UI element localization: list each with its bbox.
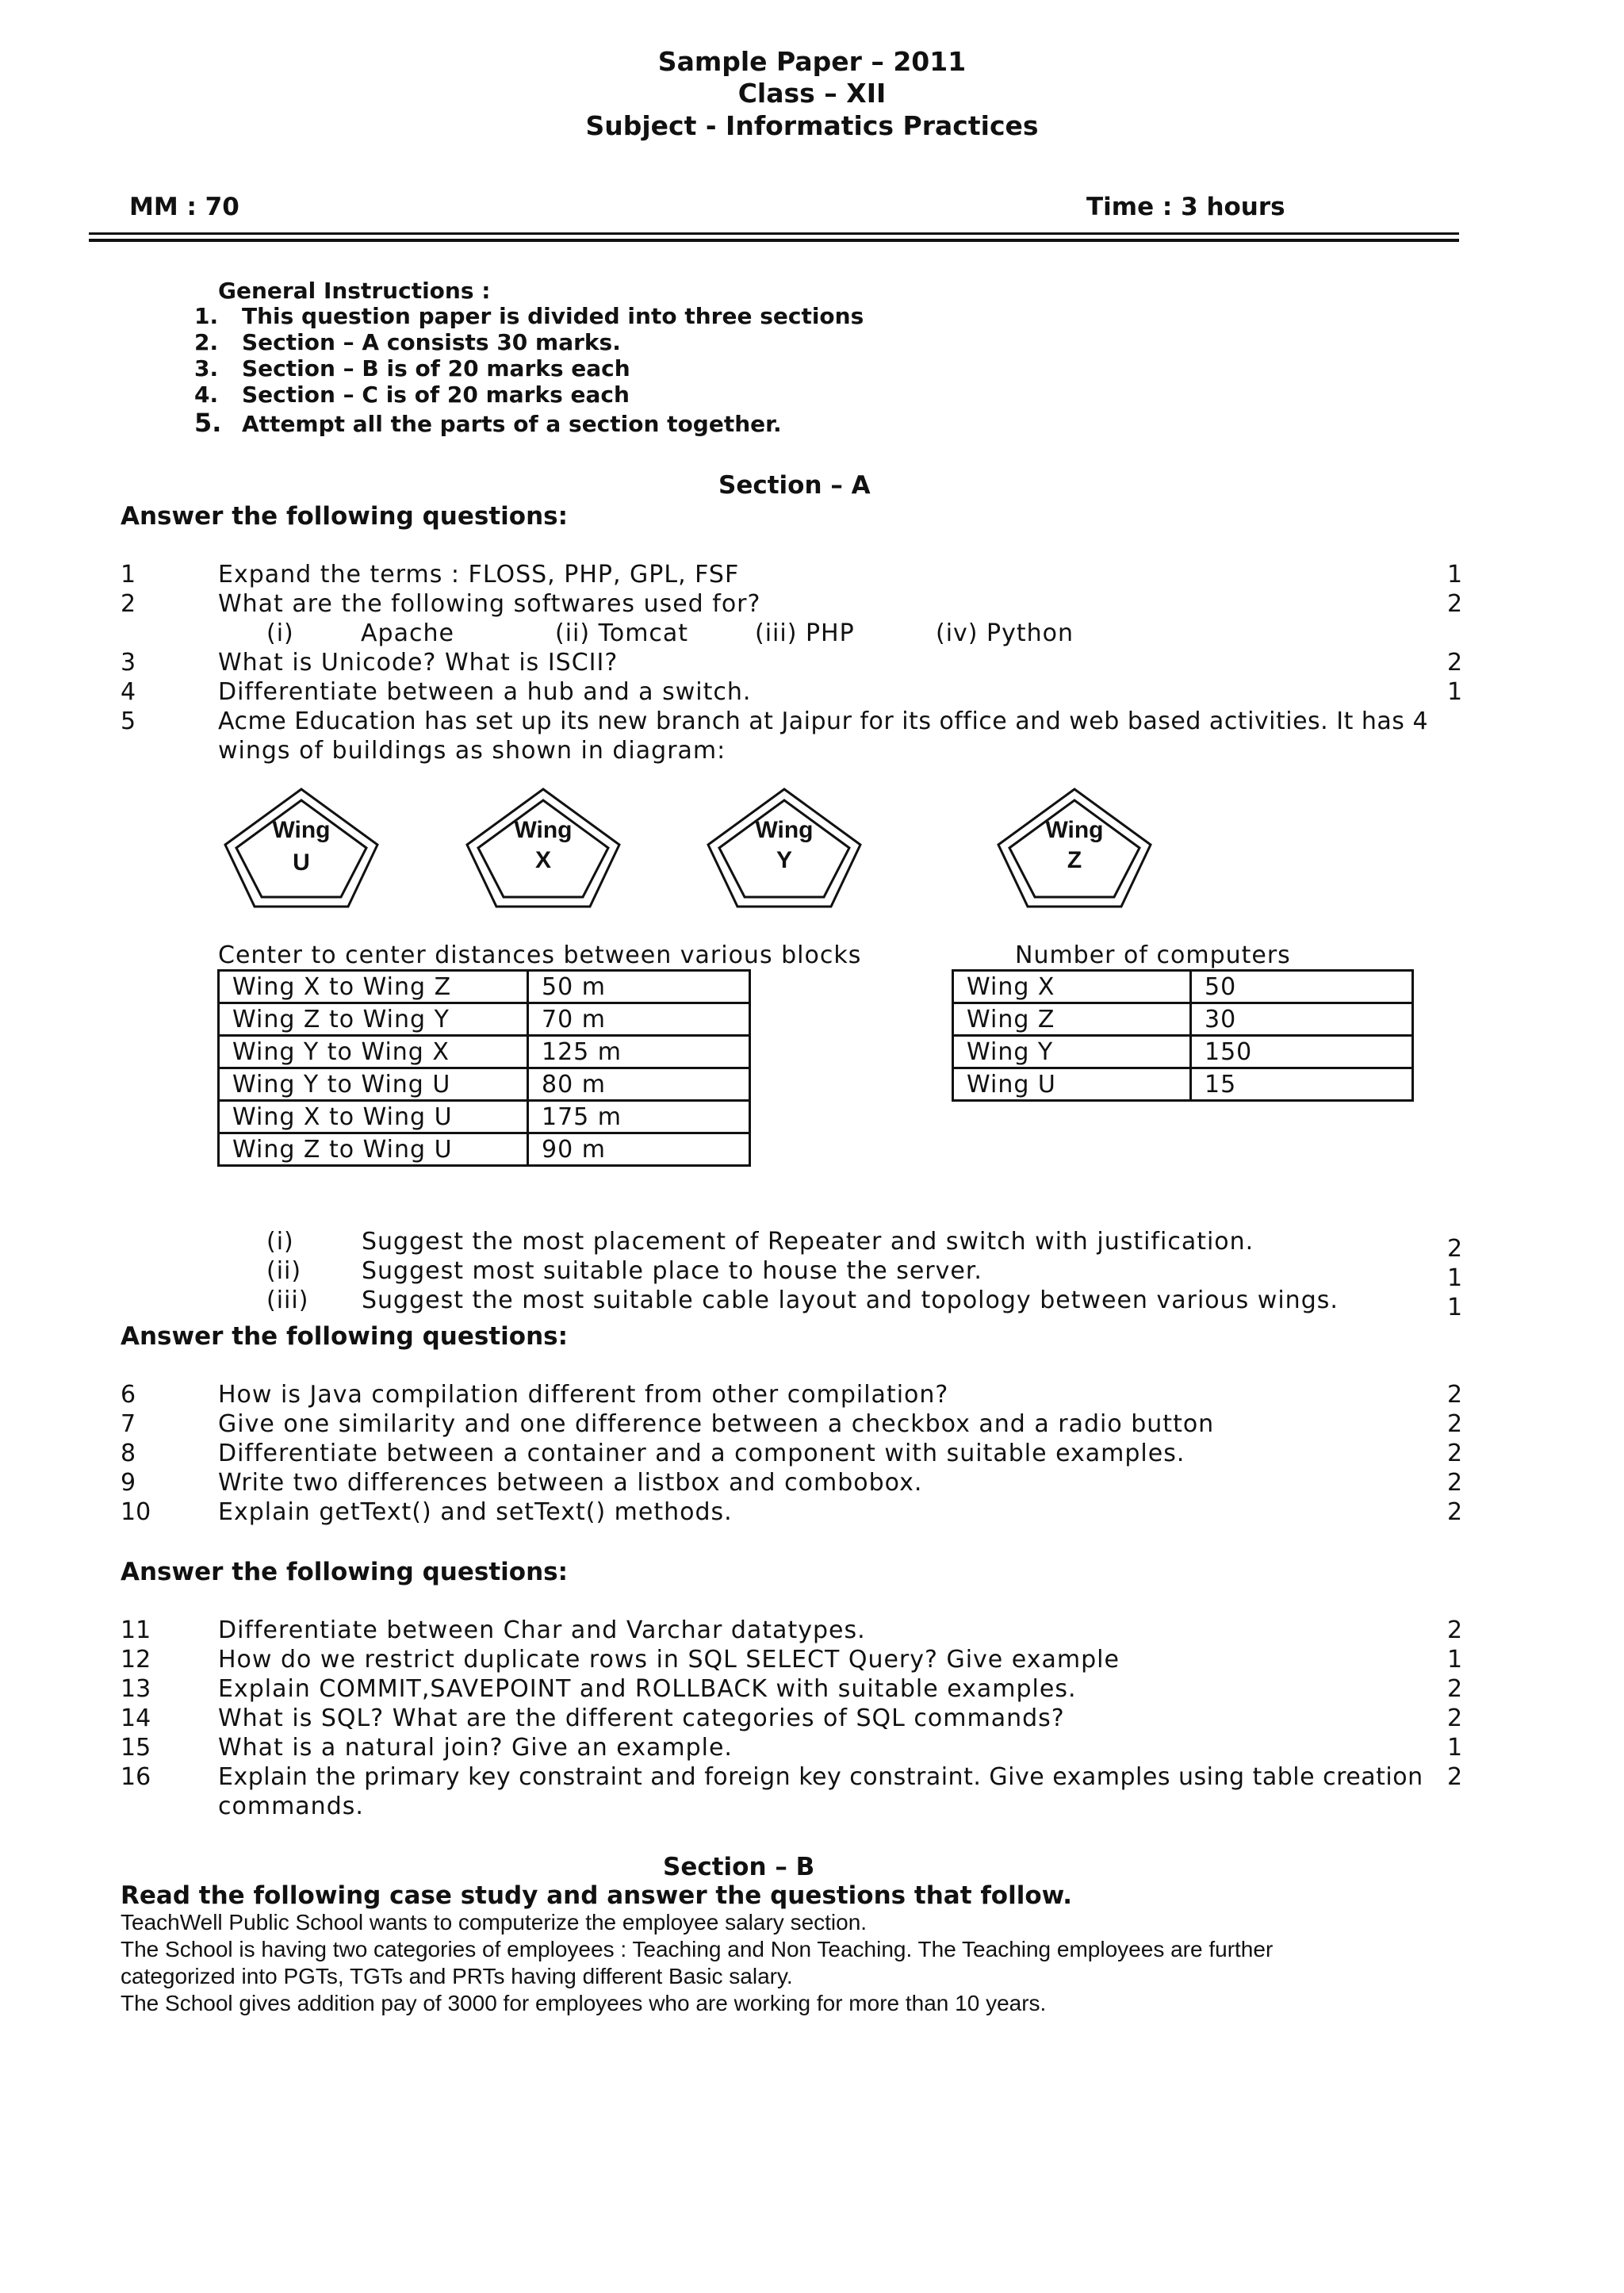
option-text: Apache [361, 619, 454, 647]
case-study-line: categorized into PGTs, TGTs and PRTs having different Basic salary. [121, 1964, 793, 1988]
question-marks: 2 [1447, 1469, 1463, 1497]
instruction-num: 1. [194, 303, 219, 329]
question-marks: 1 [1447, 1734, 1463, 1762]
question-number: 15 [121, 1734, 151, 1762]
instruction-num: 4. [194, 382, 219, 408]
wing-y-label: Wing [755, 817, 814, 843]
table-cell: Wing Y to Wing U [219, 1068, 528, 1101]
question-marks: 1 [1447, 1264, 1463, 1292]
question-number: 10 [121, 1498, 151, 1526]
paper-title: Sample Paper – 2011 [657, 46, 967, 77]
option-text: (ii) Tomcat [555, 619, 689, 647]
question-text: How do we restrict duplicate rows in SQL SELECT Query? Give example [218, 1646, 1120, 1674]
question-marks: 1 [1447, 1294, 1463, 1321]
wing-u-letter: U [293, 849, 310, 876]
instruction-num: 3. [194, 355, 219, 382]
question-number: 7 [121, 1410, 136, 1438]
question-number: 14 [121, 1704, 151, 1732]
max-marks: MM : 70 [129, 193, 239, 221]
question-text: Explain getText() and setText() methods. [218, 1498, 733, 1526]
instruction-text: Section – A consists 30 marks. [242, 329, 621, 355]
question-number: 3 [121, 649, 136, 677]
distance-caption: Center to center distances between various blocks [218, 941, 862, 969]
table-cell: 30 [1191, 1003, 1413, 1036]
sub-question-text: Suggest the most placement of Repeater and switch with justification. [362, 1228, 1254, 1256]
sub-question-text: Suggest most suitable place to house the server. [362, 1257, 982, 1285]
question-marks: 2 [1447, 590, 1463, 618]
table-row [953, 1036, 1413, 1068]
question-marks: 2 [1447, 1440, 1463, 1467]
answer-heading: Answer the following questions: [121, 502, 569, 531]
table-row [219, 971, 750, 1003]
sub-question-text: Suggest the most suitable cable layout and topology between various wings. [362, 1286, 1339, 1314]
table-cell: Wing Z [953, 1003, 1191, 1036]
table-row [219, 1068, 750, 1101]
table-row [219, 1101, 750, 1133]
header-rule-top [89, 232, 1459, 235]
question-marks: 2 [1447, 1675, 1463, 1703]
question-text: Differentiate between a container and a component with suitable examples. [218, 1440, 1185, 1467]
question-text: What are the following softwares used for? [218, 590, 761, 618]
question-number: 4 [121, 678, 136, 706]
header-rule-bottom [89, 239, 1459, 242]
instructions-title: General Instructions : [218, 278, 491, 304]
instruction-text: Section – B is of 20 marks each [242, 355, 630, 382]
question-text-cont: commands. [218, 1793, 364, 1820]
table-cell: 15 [1191, 1068, 1413, 1101]
question-number: 5 [121, 707, 136, 735]
computers-caption: Number of computers [1015, 941, 1291, 969]
question-marks: 2 [1447, 1498, 1463, 1526]
section-b-title: Section – B [663, 1853, 815, 1881]
question-marks: 2 [1447, 1381, 1463, 1409]
question-marks: 2 [1447, 1704, 1463, 1732]
question-text: Explain the primary key constraint and foreign key constraint. Give examples using table creation [218, 1763, 1423, 1791]
wing-z-letter: Z [1067, 847, 1082, 873]
question-number: 11 [121, 1616, 151, 1644]
wing-x-label: Wing [514, 817, 573, 843]
option-label: (i) [266, 619, 294, 647]
case-study-lead: Read the following case study and answer the questions that follow. [121, 1881, 1073, 1910]
question-number: 1 [121, 561, 136, 589]
table-row [953, 1068, 1413, 1101]
question-text: Differentiate between a hub and a switch. [218, 678, 752, 706]
section-a-title: Section – A [718, 471, 871, 500]
table-row [953, 1003, 1413, 1036]
class-title: Class – XII [737, 78, 887, 109]
question-text: Give one similarity and one difference between a checkbox and a radio button [218, 1410, 1215, 1438]
question-text-cont: wings of buildings as shown in diagram: [218, 737, 726, 765]
question-text: What is SQL? What are the different categories of SQL commands? [218, 1704, 1065, 1732]
instruction-num: 5. [194, 408, 222, 438]
question-text: What is Unicode? What is ISCII? [218, 649, 619, 677]
case-study-line: The School gives addition pay of 3000 for employees who are working for more than 10 years. [121, 1991, 1047, 2015]
table-cell: 50 [1191, 971, 1413, 1003]
computers-table [952, 969, 1414, 1102]
question-marks: 1 [1447, 678, 1463, 706]
table-cell: Wing Y to Wing X [219, 1036, 528, 1068]
table-cell: Wing X [953, 971, 1191, 1003]
sub-question-number: (iii) [266, 1286, 309, 1314]
sub-question-number: (i) [266, 1228, 294, 1256]
instruction-text: This question paper is divided into three sections [242, 303, 864, 329]
table-cell: Wing X to Wing U [219, 1101, 528, 1133]
question-number: 16 [121, 1763, 151, 1791]
question-number: 6 [121, 1381, 136, 1409]
case-study-line: TeachWell Public School wants to computerize the employee salary section. [121, 1910, 868, 1934]
question-number: 13 [121, 1675, 151, 1703]
table-row [219, 1036, 750, 1068]
table-cell: 90 m [528, 1133, 750, 1166]
sub-question-number: (ii) [266, 1257, 302, 1285]
question-marks: 1 [1447, 1646, 1463, 1674]
question-text: Acme Education has set up its new branch at Jaipur for its office and web based activities. It has 4 [218, 707, 1429, 735]
table-cell: 175 m [528, 1101, 750, 1133]
question-number: 2 [121, 590, 136, 618]
table-row [219, 1003, 750, 1036]
distance-table [217, 969, 751, 1167]
answer-heading: Answer the following questions: [121, 1322, 569, 1351]
question-number: 12 [121, 1646, 151, 1674]
question-marks: 1 [1447, 561, 1463, 589]
table-cell: 50 m [528, 971, 750, 1003]
table-row [219, 1133, 750, 1166]
wing-u-label: Wing [272, 817, 331, 843]
option-text: (iv) Python [936, 619, 1074, 647]
question-text: Write two differences between a listbox and combobox. [218, 1469, 923, 1497]
question-text: Differentiate between Char and Varchar datatypes. [218, 1616, 866, 1644]
table-cell: 80 m [528, 1068, 750, 1101]
table-cell: 150 [1191, 1036, 1413, 1068]
question-marks: 2 [1447, 649, 1463, 677]
instruction-text: Section – C is of 20 marks each [242, 382, 630, 408]
table-cell: Wing Y [953, 1036, 1191, 1068]
table-cell: Wing U [953, 1068, 1191, 1101]
wing-u-pentagon [225, 789, 377, 907]
question-number: 9 [121, 1469, 136, 1497]
table-cell: Wing Z to Wing U [219, 1133, 528, 1166]
wing-x-letter: X [534, 847, 551, 873]
question-marks: 2 [1447, 1763, 1463, 1791]
case-study-line: The School is having two categories of employees : Teaching and Non Teaching. The Teaching employees are further [121, 1937, 1274, 1961]
time-allowed: Time : 3 hours [1086, 193, 1285, 221]
question-text: Expand the terms : FLOSS, PHP, GPL, FSF [218, 561, 740, 589]
question-text: How is Java compilation different from other compilation? [218, 1381, 949, 1409]
table-cell: Wing X to Wing Z [219, 971, 528, 1003]
question-number: 8 [121, 1440, 136, 1467]
table-cell: 125 m [528, 1036, 750, 1068]
wings-diagram [214, 781, 1166, 916]
question-text: Explain COMMIT,SAVEPOINT and ROLLBACK with suitable examples. [218, 1675, 1077, 1703]
instruction-num: 2. [194, 329, 219, 355]
table-cell: Wing Z to Wing Y [219, 1003, 528, 1036]
instruction-text: Attempt all the parts of a section together. [242, 411, 782, 437]
table-cell: 70 m [528, 1003, 750, 1036]
subject-title: Subject - Informatics Practices [585, 110, 1039, 141]
wing-z-label: Wing [1045, 817, 1104, 843]
table-row [953, 971, 1413, 1003]
question-marks: 2 [1447, 1235, 1463, 1263]
answer-heading: Answer the following questions: [121, 1558, 569, 1586]
question-text: What is a natural join? Give an example. [218, 1734, 733, 1762]
question-marks: 2 [1447, 1410, 1463, 1438]
option-text: (iii) PHP [755, 619, 855, 647]
question-marks: 2 [1447, 1616, 1463, 1644]
wing-y-letter: Y [776, 847, 792, 873]
